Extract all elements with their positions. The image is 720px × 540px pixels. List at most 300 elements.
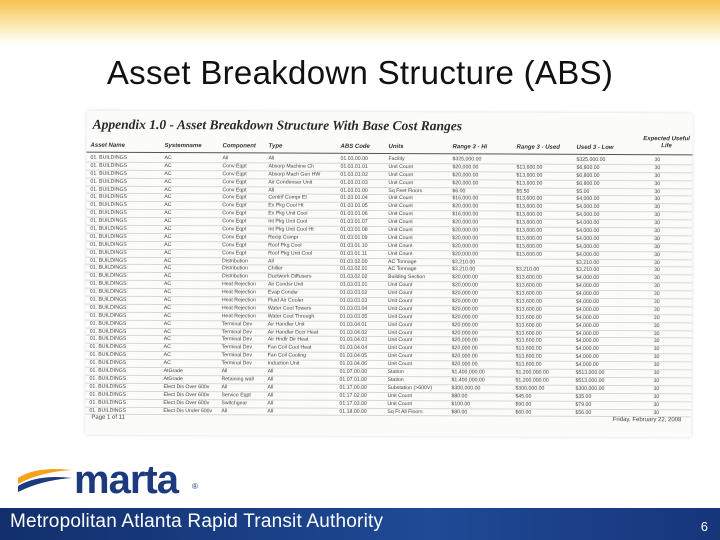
table-cell: $13,600.00	[515, 298, 542, 305]
marta-logo	[16, 458, 206, 502]
table-cell: Unit Count	[387, 361, 413, 368]
table-cell: $513,000.00	[575, 369, 605, 376]
table-cell: $4,000.00	[575, 322, 599, 329]
table-cell: Roof Pkg Unit Cool	[268, 250, 313, 257]
table-cell: 30	[653, 322, 660, 329]
table-cell: AC	[164, 241, 172, 248]
table-cell: Fan Coil Cooling	[267, 352, 307, 359]
table-cell: 30	[654, 243, 660, 250]
table-cell: $20,000.00	[451, 290, 478, 297]
table-cell: Elect Dis Over 600v	[163, 399, 210, 406]
table-cell: 01.03.01.11	[340, 250, 368, 257]
table-cell: $3,210.00	[576, 267, 600, 274]
table-cell: 01.03.04.02	[339, 329, 368, 336]
table-cell: Terminal Dev	[221, 352, 252, 359]
table-cell: 01. BUILDINGS	[90, 202, 127, 209]
table-cell: $3,210.00	[452, 258, 476, 265]
table-cell: All	[268, 187, 275, 194]
table-cell: Elect Dis Over 600v	[163, 383, 210, 391]
header-type: Type	[268, 143, 283, 150]
table-cell: Service Eqpt	[221, 391, 251, 399]
table-cell: Roof Pkg Cool	[268, 242, 302, 249]
table-cell: 01. BUILDINGS	[89, 375, 127, 382]
table-cell: $20,000.00	[451, 345, 478, 352]
table-cell: $20,000.00	[452, 172, 479, 179]
table-cell: $20,000.00	[451, 329, 478, 336]
table-cell: Water Cool Towers	[267, 305, 312, 312]
table-cell: AC	[164, 233, 172, 240]
table-cell: Fan Coil Cool Heat	[267, 344, 312, 352]
table-cell: 01. BUILDINGS	[89, 320, 127, 327]
table-cell: 30	[654, 267, 660, 274]
table-cell: Heat Rejection	[221, 281, 256, 288]
table-cell: Unit Count	[388, 250, 413, 257]
table-cell: Switchgear	[221, 399, 248, 406]
table-cell: 01. BUILDINGS	[89, 367, 127, 374]
table-cell: Distribution	[222, 257, 249, 264]
table-cell: $1,400,000.00	[451, 377, 485, 384]
table-cell: All	[267, 400, 274, 407]
table-cell: $4,000.00	[576, 212, 600, 219]
table-cell: $13,600.00	[516, 219, 543, 226]
table-cell: AC	[164, 210, 172, 217]
table-cell: Conv Eqpt	[222, 218, 247, 225]
table-cell: 30	[653, 291, 660, 298]
table-cell: Unit Count	[387, 353, 413, 360]
table-cell: $16,000.00	[452, 211, 479, 218]
table-cell: AC Tonnage	[388, 258, 417, 265]
table-cell: Terminal Dev	[221, 320, 253, 328]
table-cell: 01. BUILDINGS	[89, 312, 127, 319]
table-cell: 30	[653, 346, 660, 353]
registered-mark: ®	[192, 482, 198, 491]
table-cell: AC	[163, 344, 171, 351]
header-range-hi: Range 3 - Hi	[452, 144, 488, 151]
table-cell: AC	[164, 178, 172, 185]
table-cell: All	[267, 376, 274, 383]
table-cell: $20,000.00	[451, 337, 478, 344]
table-cell: 01. BUILDINGS	[90, 194, 127, 201]
table-cell: $20,000.00	[451, 282, 478, 289]
table-cell: AC	[163, 281, 172, 288]
table-cell: 01.03.01.02	[340, 171, 368, 178]
table-cell: All	[267, 384, 274, 391]
table-cell: Int Pkg Unit Cool	[268, 218, 308, 225]
table-cell: 30	[653, 275, 660, 282]
table-cell: $13,600.00	[515, 314, 542, 321]
table-cell: $20,000.00	[451, 306, 478, 313]
table-cell: Unit Count	[388, 171, 413, 178]
table-cell: Unit Count	[388, 211, 413, 218]
table-cell: $79.00	[575, 401, 592, 408]
table-cell: $13,600.00	[515, 274, 542, 282]
table-cell: $4,000.00	[575, 354, 599, 361]
table-cell: 30	[654, 220, 661, 227]
header-range-used: Range 3 - Used	[516, 144, 560, 151]
table-cell: 01. BUILDINGS	[89, 391, 127, 398]
logo-wordmark: marta	[74, 458, 178, 502]
table-cell: AC	[164, 249, 172, 256]
table-cell: $3,210.00	[576, 259, 600, 266]
table-cell: 30	[654, 165, 661, 172]
table-cell: Ductwork Diffusers	[267, 273, 312, 281]
table-cell: 01.03.01.07	[340, 218, 368, 226]
table-cell: $20,000.00	[451, 274, 478, 281]
table-cell: 01. BUILDINGS	[90, 241, 127, 248]
table-cell: 01. BUILDINGS	[89, 399, 127, 406]
table-cell: $4,000.00	[576, 196, 600, 203]
table-cell: Terminal Dev	[221, 360, 252, 367]
table-cell: Terminal Dev	[221, 328, 253, 335]
table-cell: $20,000.00	[452, 227, 479, 234]
table-cell: 01. BUILDINGS	[90, 186, 128, 193]
table-cell: 01.03.00.00	[340, 155, 368, 162]
table-cell: $16,000.00	[452, 195, 479, 202]
table-cell: AC	[163, 273, 172, 280]
table-cell: $13,600.00	[515, 353, 542, 360]
table-cell: Terminal Dev	[221, 336, 253, 343]
table-cell: 01.03.02.00	[340, 258, 368, 265]
table-cell: $4,000.00	[576, 235, 600, 242]
header-useful-life: Expected Useful Life	[643, 136, 690, 150]
table-cell: $4,000.00	[575, 338, 599, 345]
table-cell: Induction Unit	[267, 360, 300, 367]
header-used-low: Used 3 - Low	[576, 144, 614, 151]
table-cell: $300,000.00	[575, 385, 605, 392]
table-cell: Air Condenser Unit	[268, 179, 313, 186]
table-body	[85, 155, 692, 418]
table-cell: All	[222, 155, 229, 162]
table-cell: 01. BUILDINGS	[90, 162, 128, 169]
table-cell: Unit Count	[387, 345, 413, 352]
table-cell: 01.17.03.00	[339, 400, 367, 407]
table-cell: 01.03.04.03	[339, 337, 368, 344]
table-cell: 01.03.01.10	[340, 242, 368, 249]
table-cell: $4,000.00	[576, 219, 600, 227]
table-cell: 01. BUILDINGS	[89, 296, 127, 303]
table-cell: $325,000.00	[452, 156, 482, 163]
table-cell: 01.17.02.00	[339, 392, 367, 399]
table-cell: $20,000.00	[452, 164, 479, 171]
table-cell: $20,000.00	[451, 321, 478, 329]
table-cell: Elect Dis Under 600v	[163, 407, 213, 414]
table-cell: 30	[654, 180, 661, 187]
table-cell: AC	[164, 162, 172, 169]
table-cell: $1,200,000.00	[515, 369, 549, 376]
table-cell: AC	[163, 336, 171, 343]
table-cell: 30	[653, 409, 660, 416]
table-cell: Station	[387, 369, 404, 376]
table-cell: Unit Count	[388, 242, 413, 249]
table-cell: Heat Rejection	[221, 305, 256, 312]
table-cell: 30	[653, 378, 660, 385]
table-cell: Unit Count	[387, 290, 413, 297]
table-cell: Substation (>600V)	[387, 384, 433, 392]
table-cell: Conv Eqpt	[222, 163, 247, 170]
table-cell: Unit Count	[388, 195, 413, 202]
table-cell: $20,000.00	[452, 179, 479, 187]
table-cell: $20,000.00	[452, 250, 479, 258]
table-cell: $20,000.00	[451, 361, 478, 368]
table-cell: All	[267, 407, 274, 414]
table-cell: Absorp Mach Gen HW	[268, 171, 321, 178]
table-cell: 30	[654, 172, 661, 179]
table-cell: Recip Compr	[268, 234, 299, 241]
table-cell: Unit Count	[387, 337, 413, 344]
table-cell: 01.03.03.05	[339, 313, 368, 320]
table-cell: Unit Count	[387, 298, 413, 305]
table-cell: Ex Pkg Unit Cool	[268, 210, 308, 217]
table-cell: 01. BUILDINGS	[89, 351, 127, 359]
table-cell: 01. BUILDINGS	[90, 249, 127, 256]
table-cell: Conv Eqpt	[222, 171, 247, 178]
table-cell: $13,600.00	[515, 290, 542, 297]
table-cell: $300,000.00	[451, 385, 481, 392]
table-cell: $4,000.00	[575, 306, 599, 313]
table-cell: 01. BUILDINGS	[89, 407, 127, 414]
table-cell: Retaining wall	[221, 376, 254, 383]
table-cell: 01.03.03.04	[339, 305, 368, 312]
table-cell: $4,000.00	[576, 227, 600, 234]
table-cell: AC	[163, 289, 172, 296]
table-cell: 01. BUILDINGS	[90, 178, 128, 185]
table-cell: $13,600.00	[516, 227, 543, 234]
table-cell: $13,600.00	[516, 251, 543, 258]
table-cell: AtGrade	[163, 375, 183, 383]
table-cell: 01.03.01.03	[340, 179, 368, 186]
table-cell: Chiller	[268, 265, 283, 273]
table-cell: 01. BUILDINGS	[89, 344, 127, 351]
table-cell: Air Handler Unit	[267, 321, 305, 328]
table-cell: $20,000.00	[452, 235, 479, 242]
table-row	[85, 407, 691, 418]
table-cell: $13,600.00	[515, 361, 542, 368]
table-cell: AC	[164, 186, 172, 193]
table-cell: Air Condsr Unit	[267, 281, 304, 288]
table-cell: AC	[164, 226, 172, 233]
table-cell: 01.03.04.06	[339, 360, 368, 368]
table-cell: 01. BUILDINGS	[89, 328, 127, 335]
table-cell: Conv Eqpt	[222, 234, 247, 241]
table-cell: $6,800.00	[576, 164, 600, 171]
table-cell: 30	[654, 157, 661, 164]
table-cell: $80.00	[451, 408, 468, 415]
table-cell: 01.03.04.04	[339, 345, 368, 352]
page-number: 6	[700, 519, 708, 534]
table-cell: $20,000.00	[451, 298, 478, 305]
table-cell: Ex Pkg Cool Ht	[268, 202, 304, 209]
table-cell: 01. BUILDINGS	[90, 233, 127, 240]
table-cell: Conv Eqpt	[222, 194, 247, 201]
table-cell: 01.03.01.01	[340, 163, 368, 170]
table-cell: Unit Count	[387, 313, 413, 320]
table-cell: Unit Count	[388, 234, 413, 242]
table-cell: 30	[653, 393, 660, 400]
table-cell: Water Cool Through	[267, 313, 315, 320]
table-cell: 01.07.01.00	[339, 376, 367, 383]
table-cell: $300,000.00	[515, 385, 545, 392]
table-cell: Conv Eqpt	[222, 249, 247, 257]
table-cell: Unit Count	[387, 321, 413, 328]
table-cell: $13,600.00	[515, 345, 542, 353]
table-cell: 01. BUILDINGS	[89, 336, 127, 343]
table-cell: Unit Count	[387, 305, 413, 313]
table-cell: 30	[653, 338, 660, 345]
table-cell: $90.00	[515, 401, 532, 408]
table-cell: Unit Count	[388, 163, 413, 170]
table-cell: 01. BUILDINGS	[89, 359, 127, 367]
table-cell: 30	[654, 204, 661, 211]
table-cell: 01. BUILDINGS	[89, 280, 127, 288]
table-cell: 30	[653, 401, 660, 408]
table-cell: 01.07.00.00	[339, 368, 367, 375]
table-cell: $4,000.00	[575, 298, 599, 305]
table-cell: 01.03.04.05	[339, 353, 368, 360]
table-cell: 01.03.01.05	[340, 203, 368, 210]
table-cell: 30	[654, 251, 660, 258]
table-cell: AC	[163, 352, 171, 359]
table-cell: AC	[164, 194, 172, 201]
table-cell: Heat Rejection	[221, 289, 256, 296]
table-cell: AC	[164, 202, 172, 209]
table-cell: AC	[163, 304, 172, 311]
table-cell: 01.03.01.00	[340, 187, 368, 194]
slide-title: Asset Breakdown Structure (ABS)	[106, 54, 614, 91]
table-cell: Heat Rejection	[221, 313, 256, 320]
table-cell: $4,000.00	[575, 275, 600, 282]
table-cell: AC	[164, 218, 172, 225]
table-cell: $13,600.00	[515, 330, 542, 337]
table-cell: $4,000.00	[575, 361, 599, 369]
table-cell: $13,600.00	[516, 211, 543, 218]
table-cell: Unit Count	[387, 329, 413, 336]
table-cell: Conv Eqpt	[222, 242, 247, 249]
table-cell: $3,210.00	[516, 267, 540, 274]
table-cell: $4,000.00	[576, 251, 600, 258]
table-cell: 01.03.01.09	[340, 234, 368, 241]
table-cell: $4,000.00	[575, 330, 599, 337]
footer-bar	[0, 508, 720, 540]
table-cell: $13,600.00	[515, 338, 542, 345]
table-cell: Fluid Air Cooler	[267, 297, 304, 304]
table-cell: All	[268, 155, 275, 162]
table-cell: 01.03.02.02	[339, 274, 368, 281]
table-cell: Air Hndlr Dir Heat	[267, 336, 309, 344]
table-cell: $20,000.00	[451, 353, 478, 360]
table-cell: 01.03.04.01	[339, 321, 368, 328]
table-cell: $13,600.00	[516, 196, 543, 203]
table-cell: Centrif Compr El	[268, 194, 307, 202]
table-cell: $5.50	[516, 188, 530, 195]
header-systemname: Systemname	[164, 143, 202, 150]
table-cell: $80.00	[451, 392, 468, 400]
table-cell: All	[221, 407, 228, 414]
table-cell: Unit Count	[387, 282, 413, 289]
table-cell: $56.00	[575, 409, 592, 416]
table-cell: $4,000.00	[575, 346, 599, 353]
table-cell: $13,600.00	[516, 243, 543, 250]
table-cell: 30	[654, 188, 661, 195]
table-cell: 01.03.02.01	[340, 266, 368, 273]
table-cell: AtGrade	[163, 368, 183, 375]
table-cell: 01. BUILDINGS	[90, 217, 127, 224]
table-cell: 30	[653, 299, 660, 306]
table-cell: 30	[654, 236, 660, 243]
table-cell: Heat Rejection	[221, 297, 256, 304]
table-cell: Sq Feet Floors	[388, 187, 423, 194]
table-cell: Unit Count	[388, 203, 413, 210]
table-cell: 01.03.03.01	[339, 282, 368, 289]
table-cell: $45.00	[515, 393, 532, 400]
table-cell: Unit Count	[387, 392, 412, 399]
table-header	[87, 131, 693, 156]
table-cell: AC	[164, 155, 172, 162]
table-cell: 01.17.00.00	[339, 384, 367, 391]
table-cell: $6,800.00	[576, 172, 600, 179]
table-cell: Evap Condsr	[267, 289, 298, 296]
table-cell: $4,000.00	[575, 314, 599, 321]
table-cell: $13,600.00	[516, 203, 543, 211]
table-cell: $4,000.00	[576, 204, 600, 211]
top-gold-band	[0, 0, 720, 44]
table-cell: $6.00	[452, 187, 466, 194]
table-cell: $13,600.00	[516, 180, 543, 187]
table-cell: 01. BUILDINGS	[89, 304, 127, 311]
table-cell: 30	[654, 196, 661, 203]
table-cell: Absorp Machine Ch	[268, 163, 315, 170]
table-cell: $13,600.00	[515, 322, 542, 329]
table-cell: $13,600.00	[516, 235, 543, 242]
table-cell: $60.00	[515, 409, 532, 416]
table-cell: $6,800.00	[576, 180, 600, 187]
table-cell: Unit Count	[388, 227, 413, 234]
table-cell: All	[221, 368, 228, 375]
table-cell: 01.03.01.06	[340, 211, 368, 218]
table-cell: AC	[164, 265, 172, 272]
table-cell: 30	[653, 362, 660, 369]
header-component: Component	[222, 143, 256, 150]
table-cell: $5.00	[576, 188, 590, 195]
table-cell: $35.00	[575, 393, 592, 400]
marta-swoosh-icon	[16, 458, 74, 502]
table-cell: $325,000.00	[576, 156, 606, 163]
table-cell: Distribution	[221, 273, 248, 280]
table-cell: Terminal Dev	[221, 344, 252, 351]
table-cell: 01. BUILDINGS	[90, 265, 127, 272]
table-cell: 01.03.01.04	[340, 195, 368, 202]
table-cell: 01. BUILDINGS	[90, 209, 127, 217]
page-count: Page 1 of 11	[91, 414, 125, 421]
table-cell: AC	[164, 257, 172, 264]
table-cell: $20,000.00	[452, 219, 479, 226]
table-cell: 30	[653, 307, 660, 314]
table-cell: AC	[163, 297, 172, 304]
document-title: Appendix 1.0 - Asset Breakdown Structure With Base Cost Ranges	[92, 116, 463, 134]
table-cell: 01. BUILDINGS	[90, 225, 127, 232]
table-cell: Sq Ft All Floors	[387, 408, 423, 415]
table-cell: Elect Dis Over 600v	[163, 391, 210, 398]
table-cell: $513,000.00	[575, 377, 605, 384]
table-cell: All	[221, 384, 228, 391]
table-cell: AC	[163, 360, 171, 367]
authority-name: Metropolitan Atlanta Rapid Transit Authority	[10, 511, 384, 532]
table-cell: 30	[653, 314, 660, 321]
table-cell: 01.03.03.03	[339, 297, 368, 304]
table-cell: $3,210.00	[452, 266, 476, 273]
table-cell: AC	[163, 320, 172, 327]
table-cell: AC	[164, 170, 172, 177]
table-cell: $20,000.00	[452, 203, 479, 210]
